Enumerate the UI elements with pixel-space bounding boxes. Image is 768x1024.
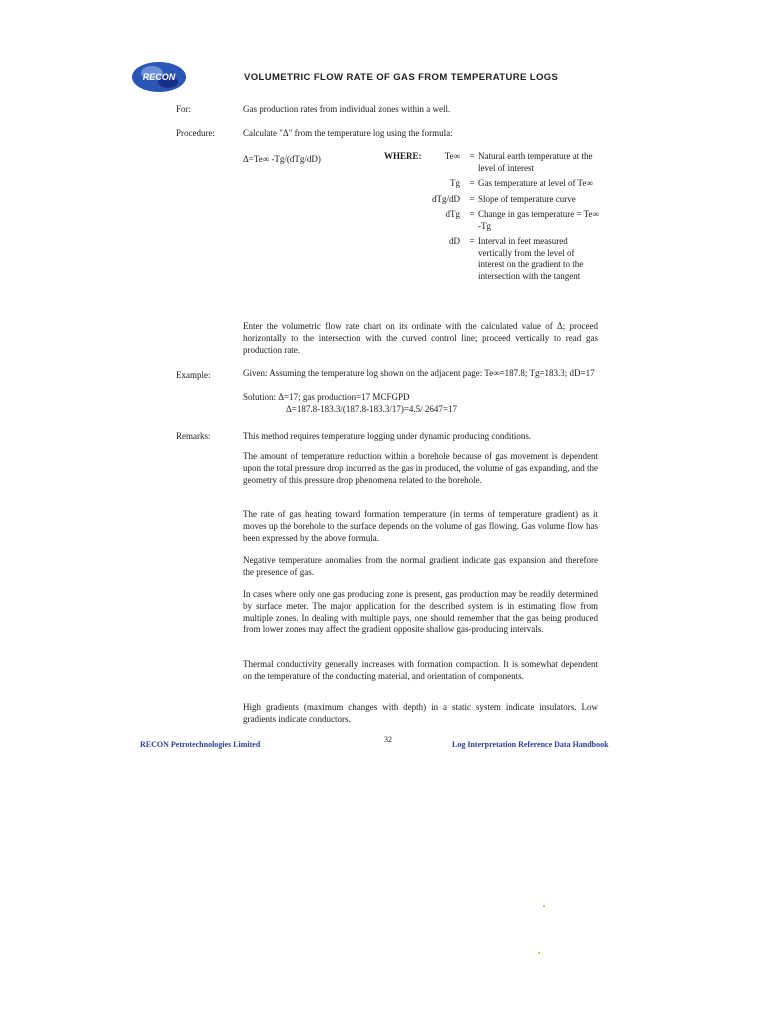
scan-speck <box>538 952 540 954</box>
where-label: WHERE: <box>384 151 422 161</box>
definition-equals: = <box>469 209 475 219</box>
definition-symbol: dTg/dD <box>432 193 460 204</box>
for-label: For: <box>176 104 192 114</box>
definition-row <box>400 151 610 174</box>
definition-symbol: dD <box>449 236 460 246</box>
definition-row <box>400 194 610 206</box>
remarks-paragraph-6: Thermal conductivity generally increases with formation compaction. It is somewhat dependent on the temperature of the conducting material, and orientation of components. <box>243 659 598 681</box>
remarks-paragraph-3: The rate of gas heating toward formation temperature (in terms of temperature gradient) as it moves up the borehole to the surface depends on the volume of gas flowing. Gas volume flow has been expressed by the above formula. <box>243 509 598 543</box>
definition-row <box>400 236 610 282</box>
remarks-paragraph-4: Negative temperature anomalies from the normal gradient indicate gas expansion and therefore the presence of gas. <box>243 555 598 577</box>
page-title: VOLUMETRIC FLOW RATE OF GAS FROM TEMPERATURE LOGS <box>244 72 559 83</box>
remarks-label: Remarks: <box>176 431 211 441</box>
definition-equals: = <box>469 151 475 161</box>
page-number: 32 <box>384 735 392 744</box>
for-text: Gas production rates from individual zones within a well. <box>243 104 451 114</box>
recon-logo <box>130 60 188 94</box>
footer-company: RECON Petrotechnologies Limited <box>140 740 261 749</box>
remarks-paragraph-5: In cases where only one gas producing zone is present, gas production may be readily determined by surface meter. The major application for the described system is in estimating flow from multiple zones. In dealing with multiple pays, one should remember that the gas being produced from lower zones may affect the gradient opposite shallow gas-producing intervals. <box>243 589 598 635</box>
definition-symbol: Tg <box>450 178 460 188</box>
example-calculation: Δ=187.8-183.3/(187.8-183.3/17)=4.5/ 2647=17 <box>286 404 458 414</box>
definition-equals: = <box>469 236 475 246</box>
definition-equals: = <box>469 193 475 204</box>
definition-equals: = <box>469 178 475 188</box>
definition-symbol: dTg <box>445 209 460 219</box>
definition-row <box>400 178 610 190</box>
procedure-label: Procedure: <box>176 128 215 138</box>
definition-text: Natural earth temperature at the level of interest <box>478 151 593 173</box>
definition-row <box>400 209 610 232</box>
definition-text: Interval in feet measured vertically from the level of interest on the gradient to the intersection with the tangent <box>478 236 584 281</box>
remarks-paragraph-7: High gradients (maximum changes with depth) in a static system indicate insulators. Low gradients indicate conductors. <box>243 702 598 724</box>
scan-speck <box>543 905 545 907</box>
example-label: Example: <box>176 370 211 380</box>
procedure-intro: Calculate "Δ" from the temperature log using the formula: <box>243 128 453 138</box>
definition-text: Slope of temperature curve <box>478 193 576 204</box>
definition-text: Change in gas temperature = Te∞ -Tg <box>478 209 599 231</box>
definition-text: Gas temperature at level of Te∞ <box>478 178 593 188</box>
remarks-paragraph-1: This method requires temperature logging under dynamic producing conditions. <box>243 431 532 441</box>
example-solution: Solution: Δ=17; gas production=17 MCFGPD <box>243 392 410 402</box>
definitions-list <box>400 151 610 286</box>
example-given: Given: Assuming the temperature log shown on the adjacent page: Te∞=187.8; Tg=183.3; dD=17 <box>243 368 595 378</box>
footer-book-title: Log Interpretation Reference Data Handbook <box>452 740 609 749</box>
remarks-paragraph-2: The amount of temperature reduction within a borehole because of gas movement is dependent upon the total pressure drop incurred as the gas in produced, the volume of gas expanding, and the geometry of this pressure drop phenomena related to the borehole. <box>243 451 598 485</box>
procedure-instructions: Enter the volumetric flow rate chart on its ordinate with the calculated value of Δ; proceed horizontally to the intersection with the curved control line; proceed vertically to read gas production rate. <box>243 321 598 355</box>
delta-formula: Δ=Te∞ -Tg/(dTg/dD) <box>243 154 321 164</box>
definition-symbol: Te∞ <box>444 151 460 161</box>
logo-text: RECON <box>142 72 176 82</box>
